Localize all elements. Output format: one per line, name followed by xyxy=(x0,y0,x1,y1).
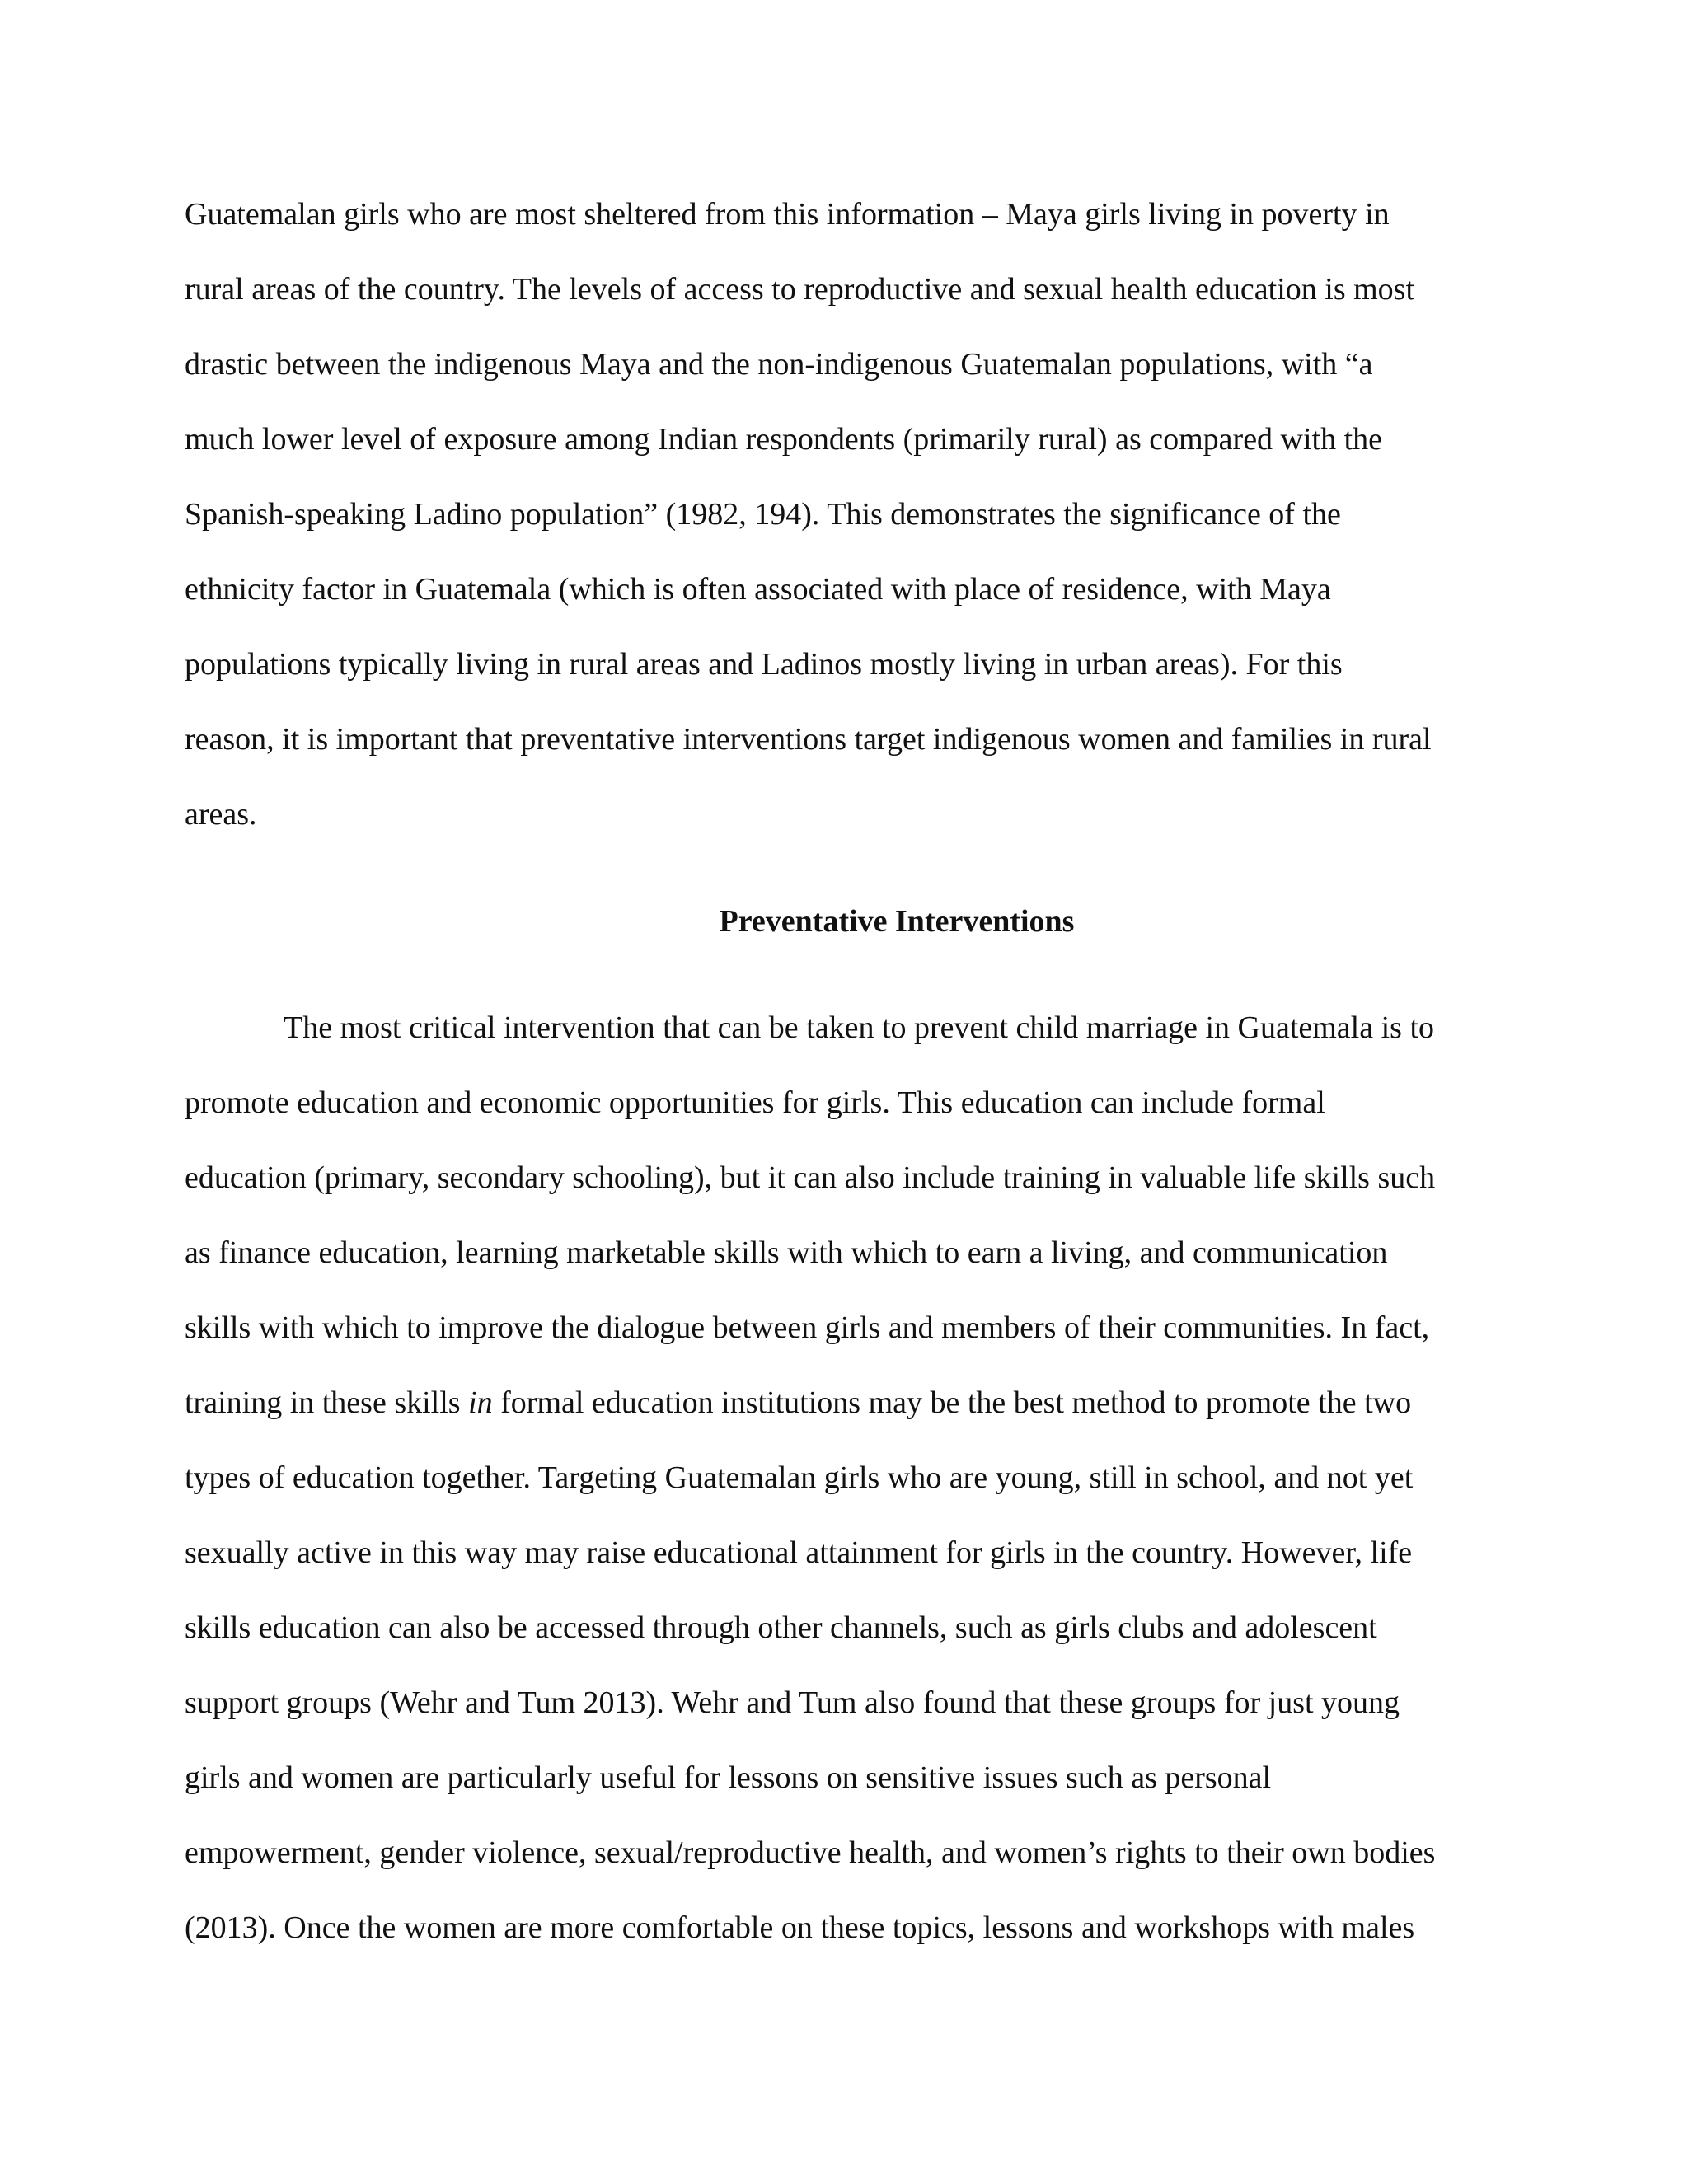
paragraph-1-line-7: populations typically living in rural areas and Ladinos mostly living in urban areas). For this xyxy=(185,647,1343,682)
paragraph-1-line-6: ethnicity factor in Guatemala (which is often associated with place of residence, with Maya xyxy=(185,572,1331,607)
paragraph-2-line-10: support groups (Wehr and Tum 2013). Wehr and Tum also found that these groups for just young xyxy=(185,1685,1400,1720)
paragraph-2-line-12: empowerment, gender violence, sexual/reproductive health, and women’s rights to their own bodies xyxy=(185,1835,1436,1870)
paragraph-2-line-3: education (primary, secondary schooling), but it can also include training in valuable life skills such xyxy=(185,1160,1436,1195)
paragraph-1-line-3: drastic between the indigenous Maya and the non-indigenous Guatemalan populations, with “a xyxy=(185,347,1373,382)
paragraph-1-line-2: rural areas of the country. The levels of access to reproductive and sexual health education is most xyxy=(185,272,1415,307)
paragraph-1-line-4: much lower level of exposure among Indian respondents (primarily rural) as compared with the xyxy=(185,422,1383,457)
paragraph-2-line-2: promote education and economic opportunities for girls. This education can include formal xyxy=(185,1085,1325,1120)
paragraph-2-line-4: as finance education, learning marketable skills with which to earn a living, and communication xyxy=(185,1235,1388,1270)
paragraph-2-line-11: girls and women are particularly useful for lessons on sensitive issues such as personal xyxy=(185,1760,1272,1795)
paragraph-2-line-9: skills education can also be accessed through other channels, such as girls clubs and adolescent xyxy=(185,1610,1377,1645)
paragraph-1-line-8: reason, it is important that preventative interventions target indigenous women and families in rural xyxy=(185,722,1432,757)
line-6-text-before: training in these skills xyxy=(185,1385,469,1420)
paragraph-2-line-8: sexually active in this way may raise educational attainment for girls in the country. However, life xyxy=(185,1535,1413,1570)
section-heading: Preventative Interventions xyxy=(719,904,1075,939)
paragraph-1-line-9: areas. xyxy=(185,797,257,832)
paragraph-1-line-1: Guatemalan girls who are most sheltered from this information – Maya girls living in poverty in xyxy=(185,197,1390,232)
paragraph-2-line-7: types of education together. Targeting Guatemalan girls who are young, still in school, and not yet xyxy=(185,1460,1414,1495)
paragraph-2-line-5: skills with which to improve the dialogue between girls and members of their communities. In fact, xyxy=(185,1310,1430,1345)
paragraph-1-line-5: Spanish-speaking Ladino population” (1982, 194). This demonstrates the significance of the xyxy=(185,497,1341,532)
italic-word: in xyxy=(468,1385,493,1420)
paragraph-2-line-6 xyxy=(185,1385,1411,1421)
paragraph-2-line-1: The most critical intervention that can be taken to prevent child marriage in Guatemala is to xyxy=(284,1010,1434,1045)
line-6-text-after: formal education institutions may be the best method to promote the two xyxy=(492,1385,1412,1420)
paragraph-2-line-13: (2013). Once the women are more comfortable on these topics, lessons and workshops with males xyxy=(185,1910,1415,1945)
